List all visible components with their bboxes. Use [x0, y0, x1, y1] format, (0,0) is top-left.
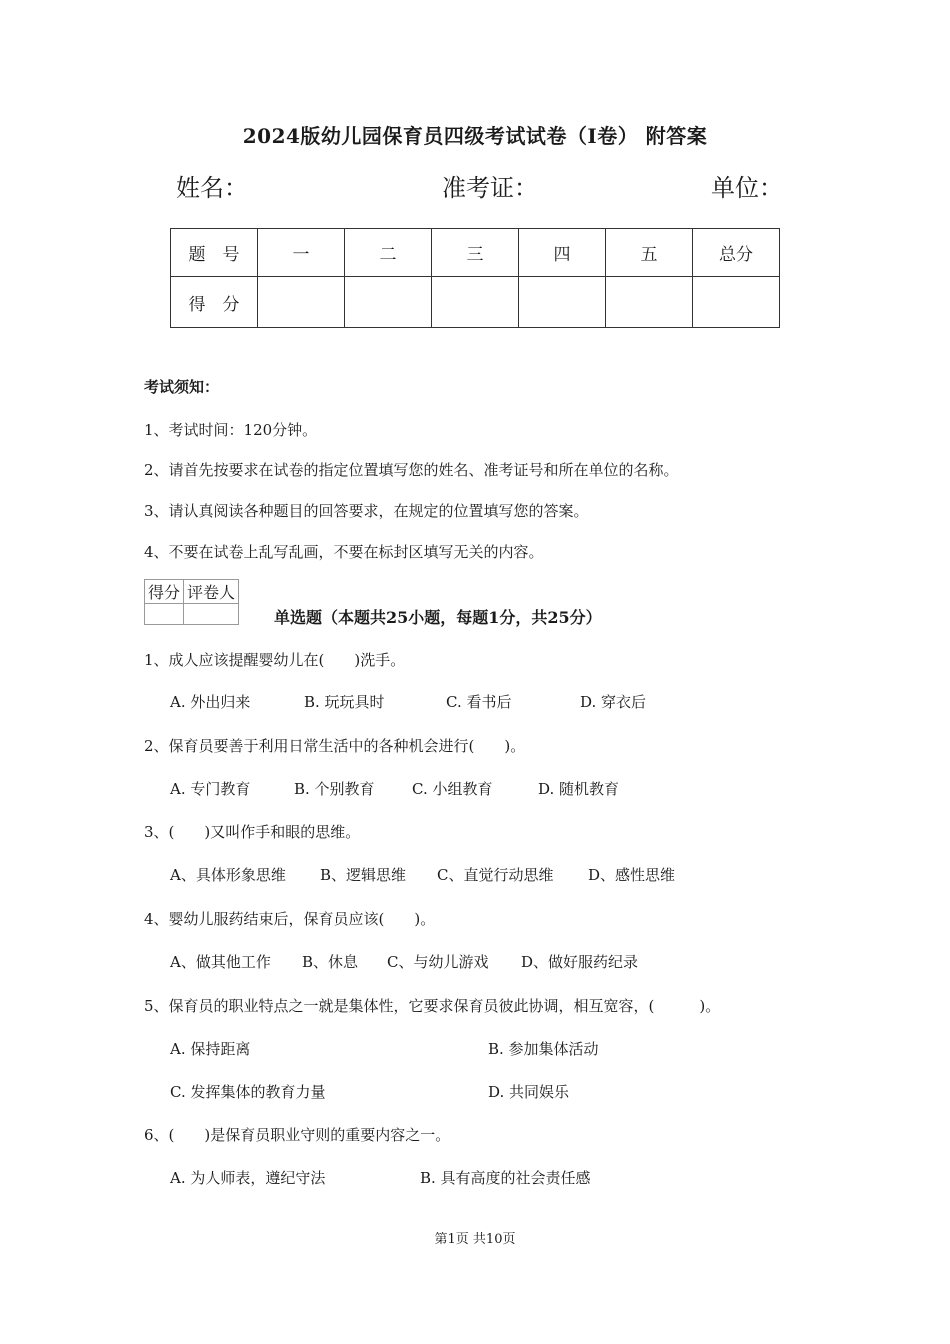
question-option[interactable]: D. 共同娱乐	[488, 1083, 570, 1101]
question-option[interactable]: B. 个别教育	[294, 780, 375, 798]
score-cell-total[interactable]	[693, 277, 780, 328]
question-stem: 4、婴幼儿服药结束后，保育员应该( )。	[144, 910, 436, 928]
question-option[interactable]: C. 小组教育	[412, 780, 493, 798]
question-stem: 1、成人应该提醒婴幼儿在( )洗手。	[144, 651, 406, 669]
grader-box	[144, 579, 239, 625]
question-stem: 3、( )又叫作手和眼的思维。	[144, 823, 361, 841]
score-header-2: 二	[345, 229, 432, 277]
question-option[interactable]: B. 具有高度的社会责任感	[420, 1169, 591, 1187]
score-cell-2[interactable]	[345, 277, 432, 328]
question-option[interactable]: D、做好服药纪录	[521, 953, 639, 971]
question-option[interactable]: C. 发挥集体的教育力量	[170, 1083, 326, 1101]
score-table-score-row	[171, 277, 780, 328]
score-cell-1[interactable]	[258, 277, 345, 328]
question-stem: 5、保育员的职业特点之一就是集体性，它要求保育员彼此协调，相互宽容，( )。	[144, 997, 721, 1015]
note-item: 1、考试时间：120分钟。	[144, 421, 318, 439]
score-header-label: 题 号	[171, 229, 258, 277]
grader-reviewer-cell[interactable]	[184, 604, 239, 625]
score-table-header-row	[171, 229, 780, 277]
grader-score-cell[interactable]	[145, 604, 184, 625]
exam-id-label: 准考证：	[442, 174, 538, 202]
grader-reviewer-label: 评卷人	[184, 580, 239, 604]
score-header-1: 一	[258, 229, 345, 277]
question-option[interactable]: D、感性思维	[588, 866, 676, 884]
question-option[interactable]: A. 为人师表，遵纪守法	[170, 1169, 326, 1187]
note-item: 3、请认真阅读各种题目的回答要求，在规定的位置填写您的答案。	[144, 502, 589, 520]
unit-label: 单位：	[711, 174, 783, 202]
score-cell-5[interactable]	[606, 277, 693, 328]
grader-score-label: 得分	[145, 580, 184, 604]
score-table	[170, 228, 780, 328]
page-title: 2024版幼儿园保育员四级考试试卷（I卷） 附答案	[242, 124, 708, 148]
section-title: 单选题（本题共25小题，每题1分，共25分）	[274, 608, 602, 627]
question-option[interactable]: C、与幼儿游戏	[387, 953, 489, 971]
question-option[interactable]: A、做其他工作	[170, 953, 271, 971]
page-footer: 第1页 共10页	[434, 1232, 516, 1247]
score-cell-3[interactable]	[432, 277, 519, 328]
question-option[interactable]: B、逻辑思维	[320, 866, 407, 884]
question-option[interactable]: B. 参加集体活动	[488, 1040, 599, 1058]
score-cell-4[interactable]	[519, 277, 606, 328]
candidate-info	[176, 168, 782, 208]
question-option[interactable]: B. 玩玩具时	[304, 693, 385, 711]
notes-heading: 考试须知：	[144, 378, 220, 396]
question-option[interactable]: A. 保持距离	[170, 1040, 251, 1058]
name-label: 姓名：	[176, 174, 248, 202]
question-stem: 6、( )是保育员职业守则的重要内容之一。	[144, 1126, 451, 1144]
question-option[interactable]: C. 看书后	[446, 693, 512, 711]
question-option[interactable]: D. 穿衣后	[580, 693, 647, 711]
note-item: 2、请首先按要求在试卷的指定位置填写您的姓名、准考证号和所在单位的名称。	[144, 461, 679, 479]
question-option[interactable]: A、具体形象思维	[170, 866, 286, 884]
question-stem: 2、保育员要善于利用日常生活中的各种机会进行( )。	[144, 737, 526, 755]
question-option[interactable]: C、直觉行动思维	[437, 866, 554, 884]
question-option[interactable]: D. 随机教育	[538, 780, 620, 798]
question-option[interactable]: A. 专门教育	[170, 780, 251, 798]
score-header-3: 三	[432, 229, 519, 277]
score-header-4: 四	[519, 229, 606, 277]
question-option[interactable]: B、休息	[302, 953, 359, 971]
note-item: 4、不要在试卷上乱写乱画，不要在标封区填写无关的内容。	[144, 543, 544, 561]
score-header-total: 总分	[693, 229, 780, 277]
score-row-label: 得 分	[171, 277, 258, 328]
question-option[interactable]: A. 外出归来	[170, 693, 251, 711]
score-header-5: 五	[606, 229, 693, 277]
